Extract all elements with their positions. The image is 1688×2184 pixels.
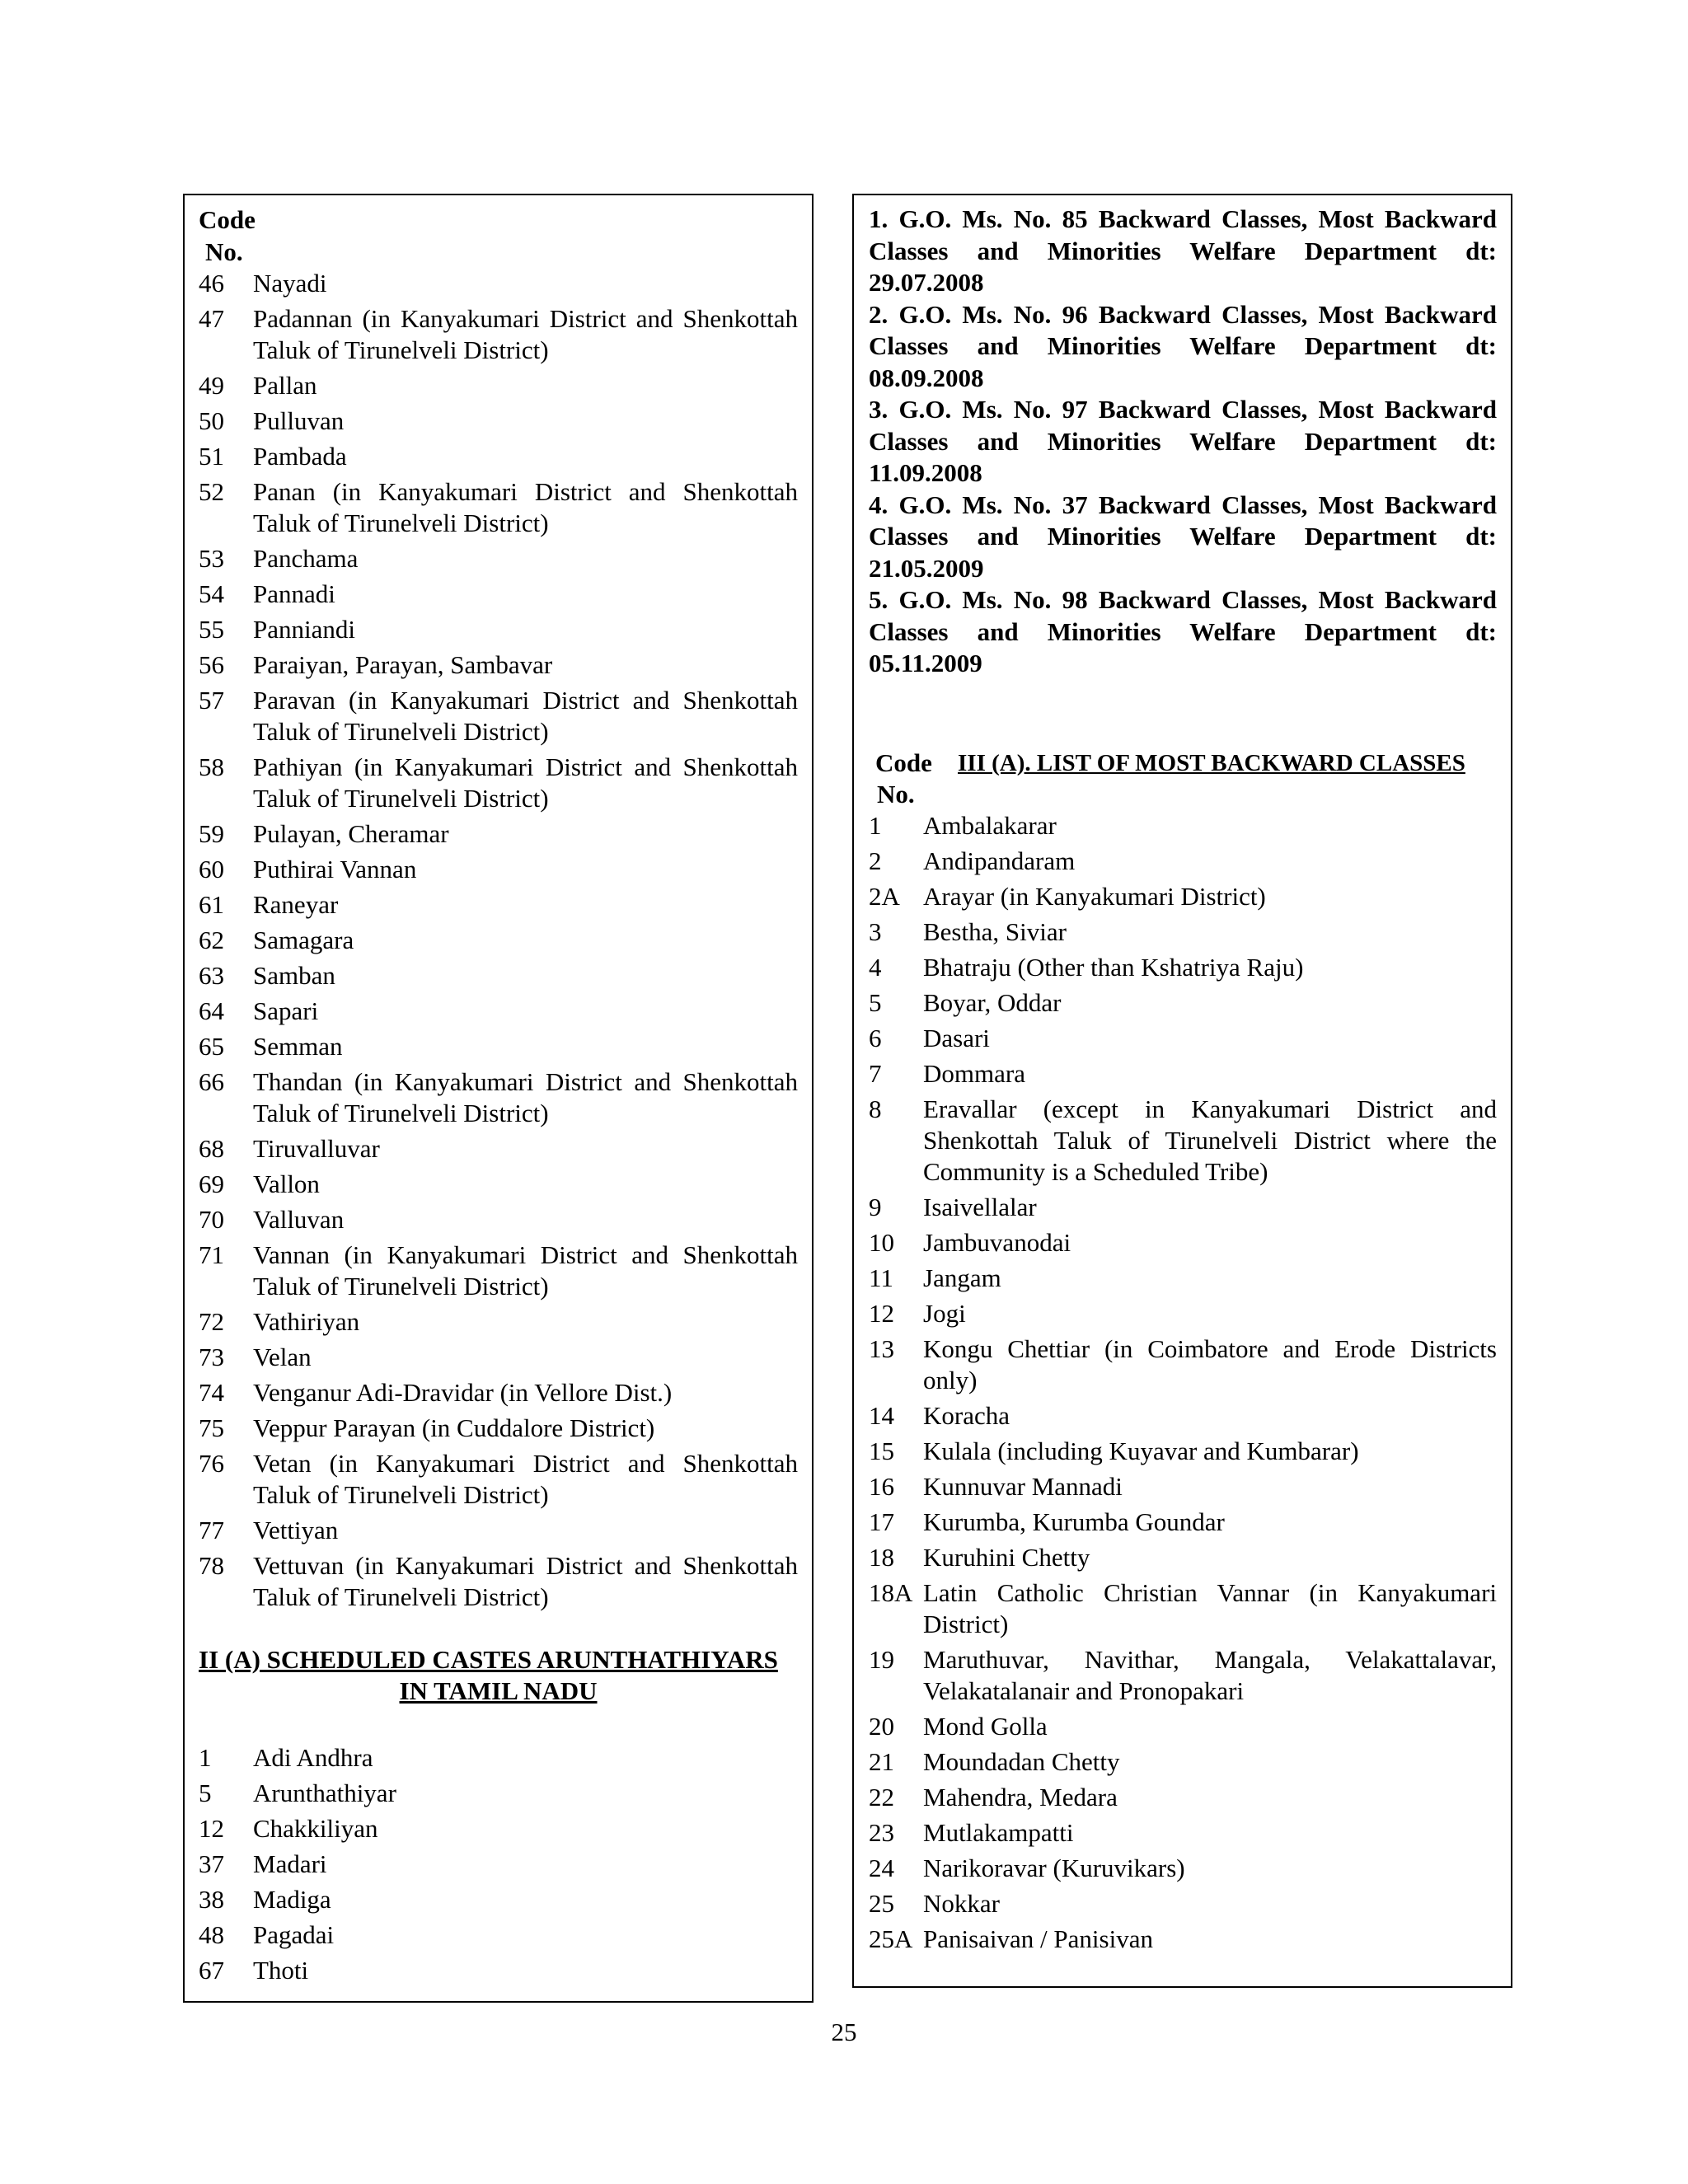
- item-code: 10: [869, 1227, 894, 1257]
- list-item: [199, 1377, 798, 1408]
- item-code: 63: [199, 961, 224, 990]
- list-item: [199, 370, 798, 401]
- list-item: [199, 1169, 798, 1200]
- item-name: Puthirai Vannan: [253, 855, 417, 883]
- list-item: [869, 1192, 1497, 1223]
- no-header-label: No.: [205, 237, 243, 266]
- item-code: 37: [199, 1849, 224, 1878]
- item-code: 74: [199, 1378, 224, 1407]
- scheduled-castes-panel: [183, 194, 814, 2003]
- item-name: Paraiyan, Parayan, Sambavar: [253, 650, 553, 679]
- list-item: [199, 268, 798, 299]
- item-code: 2A: [869, 881, 900, 911]
- item-code: 1: [869, 810, 882, 840]
- item-name: Vallon: [253, 1169, 320, 1198]
- item-code: 71: [199, 1240, 224, 1269]
- list-item: [199, 1778, 798, 1809]
- item-name: Chakkiliyan: [253, 1814, 378, 1843]
- item-name: Vannan (in Kanyakumari District and Shenkottah Taluk of Tirunelveli District): [253, 1240, 798, 1301]
- item-code: 67: [199, 1956, 224, 1985]
- item-name: Arunthathiyar: [253, 1779, 396, 1807]
- list-item: [869, 1023, 1497, 1054]
- item-name: Madari: [253, 1849, 327, 1878]
- item-name: Nayadi: [253, 269, 327, 298]
- item-code: 20: [869, 1711, 894, 1741]
- list-item: [199, 1955, 798, 1986]
- list-item: [199, 476, 798, 539]
- list-item: [199, 1204, 798, 1235]
- list-item: [199, 1240, 798, 1302]
- item-code: 18A: [869, 1577, 913, 1607]
- list-item: [869, 846, 1497, 877]
- list-item: [199, 1031, 798, 1062]
- item-name: Panan (in Kanyakumari District and Shenkottah Taluk of Tirunelveli District): [253, 477, 798, 537]
- item-code: 1: [199, 1743, 212, 1772]
- mbc-header: [869, 748, 1497, 810]
- item-code: 53: [199, 544, 224, 573]
- list-item: [199, 925, 798, 956]
- item-name: Jangam: [923, 1263, 1001, 1292]
- item-name: Thoti: [253, 1956, 309, 1985]
- item-code: 8: [869, 1094, 882, 1123]
- item-code: 50: [199, 406, 224, 435]
- item-code: 3: [869, 916, 882, 946]
- item-name: Pallan: [253, 371, 317, 400]
- list-item: [199, 889, 798, 921]
- item-name: Eravallar (except in Kanyakumari District and Shenkottah Taluk of Tirunelveli District where the Community is a Scheduled Tribe): [923, 1094, 1497, 1186]
- item-code: 78: [199, 1551, 224, 1580]
- item-name: Valluvan: [253, 1205, 345, 1234]
- item-code: 21: [869, 1746, 894, 1776]
- item-code: 11: [869, 1263, 893, 1292]
- item-name: Venganur Adi-Dravidar (in Vellore Dist.): [253, 1378, 673, 1407]
- item-name: Samagara: [253, 926, 354, 954]
- list-item: [869, 1227, 1497, 1258]
- item-name: Thandan (in Kanyakumari District and Shenkottah Taluk of Tirunelveli District): [253, 1067, 798, 1127]
- item-code: 47: [199, 304, 224, 333]
- list-item: [199, 1884, 798, 1915]
- list-item: [199, 1742, 798, 1774]
- list-item: [199, 649, 798, 681]
- item-code: 55: [199, 615, 224, 644]
- item-code: 25: [869, 1888, 894, 1918]
- item-code: 72: [199, 1307, 224, 1336]
- item-code: 13: [869, 1333, 894, 1363]
- item-name: Semman: [253, 1032, 343, 1061]
- list-item: [199, 996, 798, 1027]
- government-order-item: 5. G.O. Ms. No. 98 Backward Classes, Most Backward Classes and Minorities Welfare Department dt: 05.11.2009: [869, 585, 1497, 677]
- item-name: Kulala (including Kuyavar and Kumbarar): [923, 1436, 1359, 1465]
- item-name: Koracha: [923, 1400, 1010, 1430]
- item-code: 18: [869, 1542, 894, 1572]
- item-name: Dasari: [923, 1023, 990, 1052]
- item-code: 59: [199, 819, 224, 848]
- item-code: 61: [199, 890, 224, 919]
- list-item: [869, 1817, 1497, 1849]
- item-name: Tiruvalluvar: [253, 1134, 380, 1163]
- item-code: 52: [199, 477, 224, 506]
- page-number: 25: [831, 2018, 857, 2046]
- item-name: Kongu Chettiar (in Coimbatore and Erode Districts only): [923, 1333, 1497, 1394]
- item-code: 70: [199, 1205, 224, 1234]
- list-item: [869, 1542, 1497, 1573]
- item-code: 22: [869, 1782, 894, 1811]
- list-item: [869, 1644, 1497, 1707]
- item-code: 9: [869, 1192, 882, 1221]
- item-code: 68: [199, 1134, 224, 1163]
- list-item: [869, 881, 1497, 912]
- mbc-list: [869, 810, 1497, 1955]
- item-name: Jambuvanodai: [923, 1227, 1071, 1257]
- list-item: [869, 1746, 1497, 1778]
- item-name: Boyar, Oddar: [923, 987, 1062, 1017]
- item-name: Moundadan Chetty: [923, 1746, 1120, 1776]
- item-name: Bestha, Siviar: [923, 916, 1067, 946]
- item-code: 2: [869, 846, 882, 875]
- item-code: 25A: [869, 1924, 913, 1953]
- code-header-label: Code: [199, 205, 256, 234]
- sc-list: [199, 268, 798, 1613]
- item-name: Panisaivan / Panisivan: [923, 1924, 1153, 1953]
- item-code: 23: [869, 1817, 894, 1847]
- item-code: 19: [869, 1644, 894, 1674]
- item-name: Vettiyan: [253, 1516, 339, 1544]
- item-code: 49: [199, 371, 224, 400]
- item-name: Adi Andhra: [253, 1743, 373, 1772]
- item-code: 7: [869, 1058, 882, 1088]
- list-item: [869, 1471, 1497, 1502]
- list-item: [869, 1577, 1497, 1640]
- item-code: 17: [869, 1507, 894, 1536]
- item-name: Kuruhini Chetty: [923, 1542, 1090, 1572]
- list-item: [199, 303, 798, 366]
- item-code: 16: [869, 1471, 894, 1501]
- item-name: Isaivellalar: [923, 1192, 1037, 1221]
- item-name: Panchama: [253, 544, 359, 573]
- list-item: [869, 1298, 1497, 1329]
- item-name: Kurumba, Kurumba Goundar: [923, 1507, 1225, 1536]
- list-item: [869, 952, 1497, 983]
- code-no-header: [199, 204, 798, 268]
- item-code: 54: [199, 579, 224, 608]
- item-name: Jogi: [923, 1298, 966, 1328]
- item-code: 12: [199, 1814, 224, 1843]
- list-item: [199, 614, 798, 645]
- item-code: 76: [199, 1449, 224, 1478]
- list-item: [869, 916, 1497, 948]
- item-name: Pannadi: [253, 579, 335, 608]
- item-name: Maruthuvar, Navithar, Mangala, Velakattalavar, Velakatalanair and Pronopakari: [923, 1644, 1497, 1705]
- government-order-item: 4. G.O. Ms. No. 37 Backward Classes, Most Backward Classes and Minorities Welfare Department dt: 21.05.2009: [869, 490, 1497, 583]
- item-name: Madiga: [253, 1885, 331, 1914]
- item-name: Velan: [253, 1343, 312, 1371]
- item-code: 5: [869, 987, 882, 1017]
- item-name: Vetan (in Kanyakumari District and Shenkottah Taluk of Tirunelveli District): [253, 1449, 798, 1509]
- list-item: [199, 441, 798, 472]
- item-code: 66: [199, 1067, 224, 1096]
- item-code: 60: [199, 855, 224, 883]
- item-code: 15: [869, 1436, 894, 1465]
- list-item: [199, 1550, 798, 1613]
- item-name: Dommara: [923, 1058, 1025, 1088]
- item-code: 48: [199, 1920, 224, 1949]
- list-item: [199, 1413, 798, 1444]
- item-name: Vathiriyan: [253, 1307, 360, 1336]
- item-name: Mutlakampatti: [923, 1817, 1074, 1847]
- item-code: 75: [199, 1413, 224, 1442]
- list-item: [869, 1507, 1497, 1538]
- item-code: 4: [869, 952, 882, 982]
- list-item: [199, 1448, 798, 1511]
- government-order-item: 3. G.O. Ms. No. 97 Backward Classes, Most Backward Classes and Minorities Welfare Department dt: 11.09.2008: [869, 395, 1497, 487]
- item-name: Mond Golla: [923, 1711, 1048, 1741]
- item-code: 24: [869, 1853, 894, 1882]
- list-item: [869, 1711, 1497, 1742]
- list-item: [199, 685, 798, 748]
- list-item: [869, 1436, 1497, 1467]
- item-name: Mahendra, Medara: [923, 1782, 1118, 1811]
- item-code: 69: [199, 1169, 224, 1198]
- government-order-item: 2. G.O. Ms. No. 96 Backward Classes, Most Backward Classes and Minorities Welfare Department dt: 08.09.2008: [869, 299, 1497, 392]
- list-item: [869, 1094, 1497, 1188]
- list-item: [869, 1782, 1497, 1813]
- item-code: 58: [199, 752, 224, 781]
- list-item: [199, 1813, 798, 1844]
- code-header-label: Code: [875, 748, 932, 777]
- item-name: Pambada: [253, 442, 347, 471]
- list-item: [869, 1888, 1497, 1919]
- list-item: [199, 854, 798, 885]
- list-item: [199, 543, 798, 574]
- item-code: 73: [199, 1343, 224, 1371]
- arunthathiyars-list: [199, 1742, 798, 1986]
- mbc-section-title: III (A). LIST OF MOST BACKWARD CLASSES: [958, 749, 1465, 776]
- item-code: 51: [199, 442, 224, 471]
- item-code: 5: [199, 1779, 212, 1807]
- list-item: [869, 1333, 1497, 1396]
- list-item: [199, 752, 798, 814]
- government-order-item: 1. G.O. Ms. No. 85 Backward Classes, Most Backward Classes and Minorities Welfare Department dt: 29.07.2008: [869, 204, 1497, 297]
- item-name: Paravan (in Kanyakumari District and Shenkottah Taluk of Tirunelveli District): [253, 686, 798, 746]
- list-item: [199, 1133, 798, 1165]
- item-name: Bhatraju (Other than Kshatriya Raju): [923, 952, 1304, 982]
- item-code: 12: [869, 1298, 894, 1328]
- no-header-label: No.: [877, 779, 915, 808]
- most-backward-classes-panel: [852, 194, 1512, 1988]
- item-name: Raneyar: [253, 890, 339, 919]
- item-code: 56: [199, 650, 224, 679]
- item-name: Samban: [253, 961, 335, 990]
- list-item: [199, 1919, 798, 1951]
- arunthathiyars-section-title: [199, 1644, 798, 1707]
- item-code: 62: [199, 926, 224, 954]
- item-code: 46: [199, 269, 224, 298]
- item-code: 6: [869, 1023, 882, 1052]
- item-name: Padannan (in Kanyakumari District and Shenkottah Taluk of Tirunelveli District): [253, 304, 798, 364]
- item-name: Narikoravar (Kuruvikars): [923, 1853, 1185, 1882]
- item-name: Pathiyan (in Kanyakumari District and Shenkottah Taluk of Tirunelveli District): [253, 752, 798, 813]
- item-name: Vettuvan (in Kanyakumari District and Shenkottah Taluk of Tirunelveli District): [253, 1551, 798, 1611]
- list-item: [199, 405, 798, 437]
- item-name: Arayar (in Kanyakumari District): [923, 881, 1266, 911]
- list-item: [199, 818, 798, 850]
- item-name: Pulayan, Cheramar: [253, 819, 449, 848]
- item-name: Nokkar: [923, 1888, 1000, 1918]
- item-name: Andipandaram: [923, 846, 1076, 875]
- item-name: Pulluvan: [253, 406, 345, 435]
- item-name: Latin Catholic Christian Vannar (in Kanyakumari District): [923, 1577, 1497, 1638]
- list-item: [199, 1515, 798, 1546]
- list-item: [869, 1263, 1497, 1294]
- list-item: [199, 1066, 798, 1129]
- item-code: 65: [199, 1032, 224, 1061]
- list-item: [199, 1849, 798, 1880]
- section-title-line-2: IN TAMIL NADU: [399, 1676, 598, 1705]
- item-name: Panniandi: [253, 615, 355, 644]
- list-item: [869, 810, 1497, 841]
- item-name: Ambalakarar: [923, 810, 1057, 840]
- item-code: 14: [869, 1400, 894, 1430]
- item-name: Pagadai: [253, 1920, 335, 1949]
- list-item: [199, 1306, 798, 1338]
- item-name: Kunnuvar Mannadi: [923, 1471, 1123, 1501]
- list-item: [199, 1342, 798, 1373]
- item-code: 57: [199, 686, 224, 715]
- item-code: 64: [199, 996, 224, 1025]
- list-item: [869, 987, 1497, 1019]
- section-title-line-1: II (A) SCHEDULED CASTES ARUNTHATHIYARS: [199, 1645, 778, 1674]
- list-item: [869, 1400, 1497, 1432]
- item-code: 77: [199, 1516, 224, 1544]
- list-item: [869, 1853, 1497, 1884]
- item-name: Veppur Parayan (in Cuddalore District): [253, 1413, 655, 1442]
- list-item: [199, 579, 798, 610]
- item-name: Sapari: [253, 996, 319, 1025]
- list-item: [199, 960, 798, 991]
- government-order-list: [869, 204, 1497, 680]
- item-code: 38: [199, 1885, 224, 1914]
- list-item: [869, 1058, 1497, 1090]
- list-item: [869, 1924, 1497, 1955]
